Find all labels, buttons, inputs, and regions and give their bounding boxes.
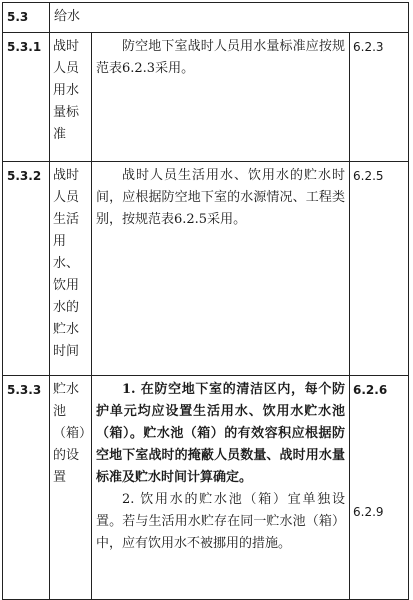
clause-title-line: 水的 <box>53 300 80 315</box>
clause-title <box>50 33 92 162</box>
clause-title-line: 贮水 <box>53 322 80 337</box>
clause-title <box>50 376 92 600</box>
clause-title-line: （箱） <box>53 426 93 441</box>
clause-reference: 6.2.5 <box>350 162 409 376</box>
clause-title-line: 准 <box>53 127 67 142</box>
clause-text: 防空地下室战时人员用水量标准应按规范表6.2.3采用。 <box>96 39 345 76</box>
clause-text: 战时人员生活用水、饮用水的贮水时间，应根据防空地下室的水源情况、工程类别，按规范表6.2.5采用。 <box>96 168 345 227</box>
clause-title-line: 池 <box>53 404 67 419</box>
clause-reference <box>350 376 409 600</box>
table-row <box>3 376 409 600</box>
clause-body <box>92 162 350 376</box>
clause-title-line: 人员 <box>53 190 80 205</box>
clause-body <box>92 33 350 162</box>
clause-reference: 6.2.3 <box>350 33 409 162</box>
clause-title-line: 贮水 <box>53 382 80 397</box>
clause-title-line: 量标 <box>53 105 80 120</box>
clause-title-line: 战时 <box>53 39 80 54</box>
clause-title-line: 战时 <box>53 168 80 183</box>
clause-number: 5.3.3 <box>3 376 50 600</box>
ref-spacer <box>353 401 408 501</box>
clause-body <box>92 376 350 600</box>
spec-table <box>2 2 409 600</box>
clause-title-line: 用水 <box>53 83 80 98</box>
clause-title-line: 的设 <box>53 448 80 463</box>
clause-number: 5.3.1 <box>3 33 50 162</box>
clause-ref-item: 6.2.9 <box>353 505 384 519</box>
clause-title-line: 置 <box>53 470 67 485</box>
clause-title-line: 生活 <box>53 212 80 227</box>
clause-title-line: 人员 <box>53 61 80 76</box>
clause-ref-item: 6.2.6 <box>353 383 388 397</box>
clause-title <box>50 162 92 376</box>
clause-number: 5.3.2 <box>3 162 50 376</box>
clause-title-line: 时间 <box>53 344 80 359</box>
table-row <box>3 33 409 162</box>
section-header-row <box>3 3 409 33</box>
clause-title-line: 饮用 <box>53 278 80 293</box>
section-title: 给水 <box>50 3 409 33</box>
section-number: 5.3 <box>3 3 50 33</box>
table-row <box>3 162 409 376</box>
clause-paragraph: 1. 在防空地下室的清洁区内，每个防护单元均应设置生活用水、饮用水贮水池（箱）。贮水池（箱）的有效容积应根据防空地下室战时的掩蔽人员数量、战时用水量标准及贮水时间计算确定。 <box>96 382 345 485</box>
clause-paragraph: 2. 饮用水的贮水池（箱）宜单独设置。若与生活用水贮存在同一贮水池（箱）中，应有饮用水不被挪用的措施。 <box>96 492 345 551</box>
clause-title-line: 用水、 <box>53 234 80 271</box>
